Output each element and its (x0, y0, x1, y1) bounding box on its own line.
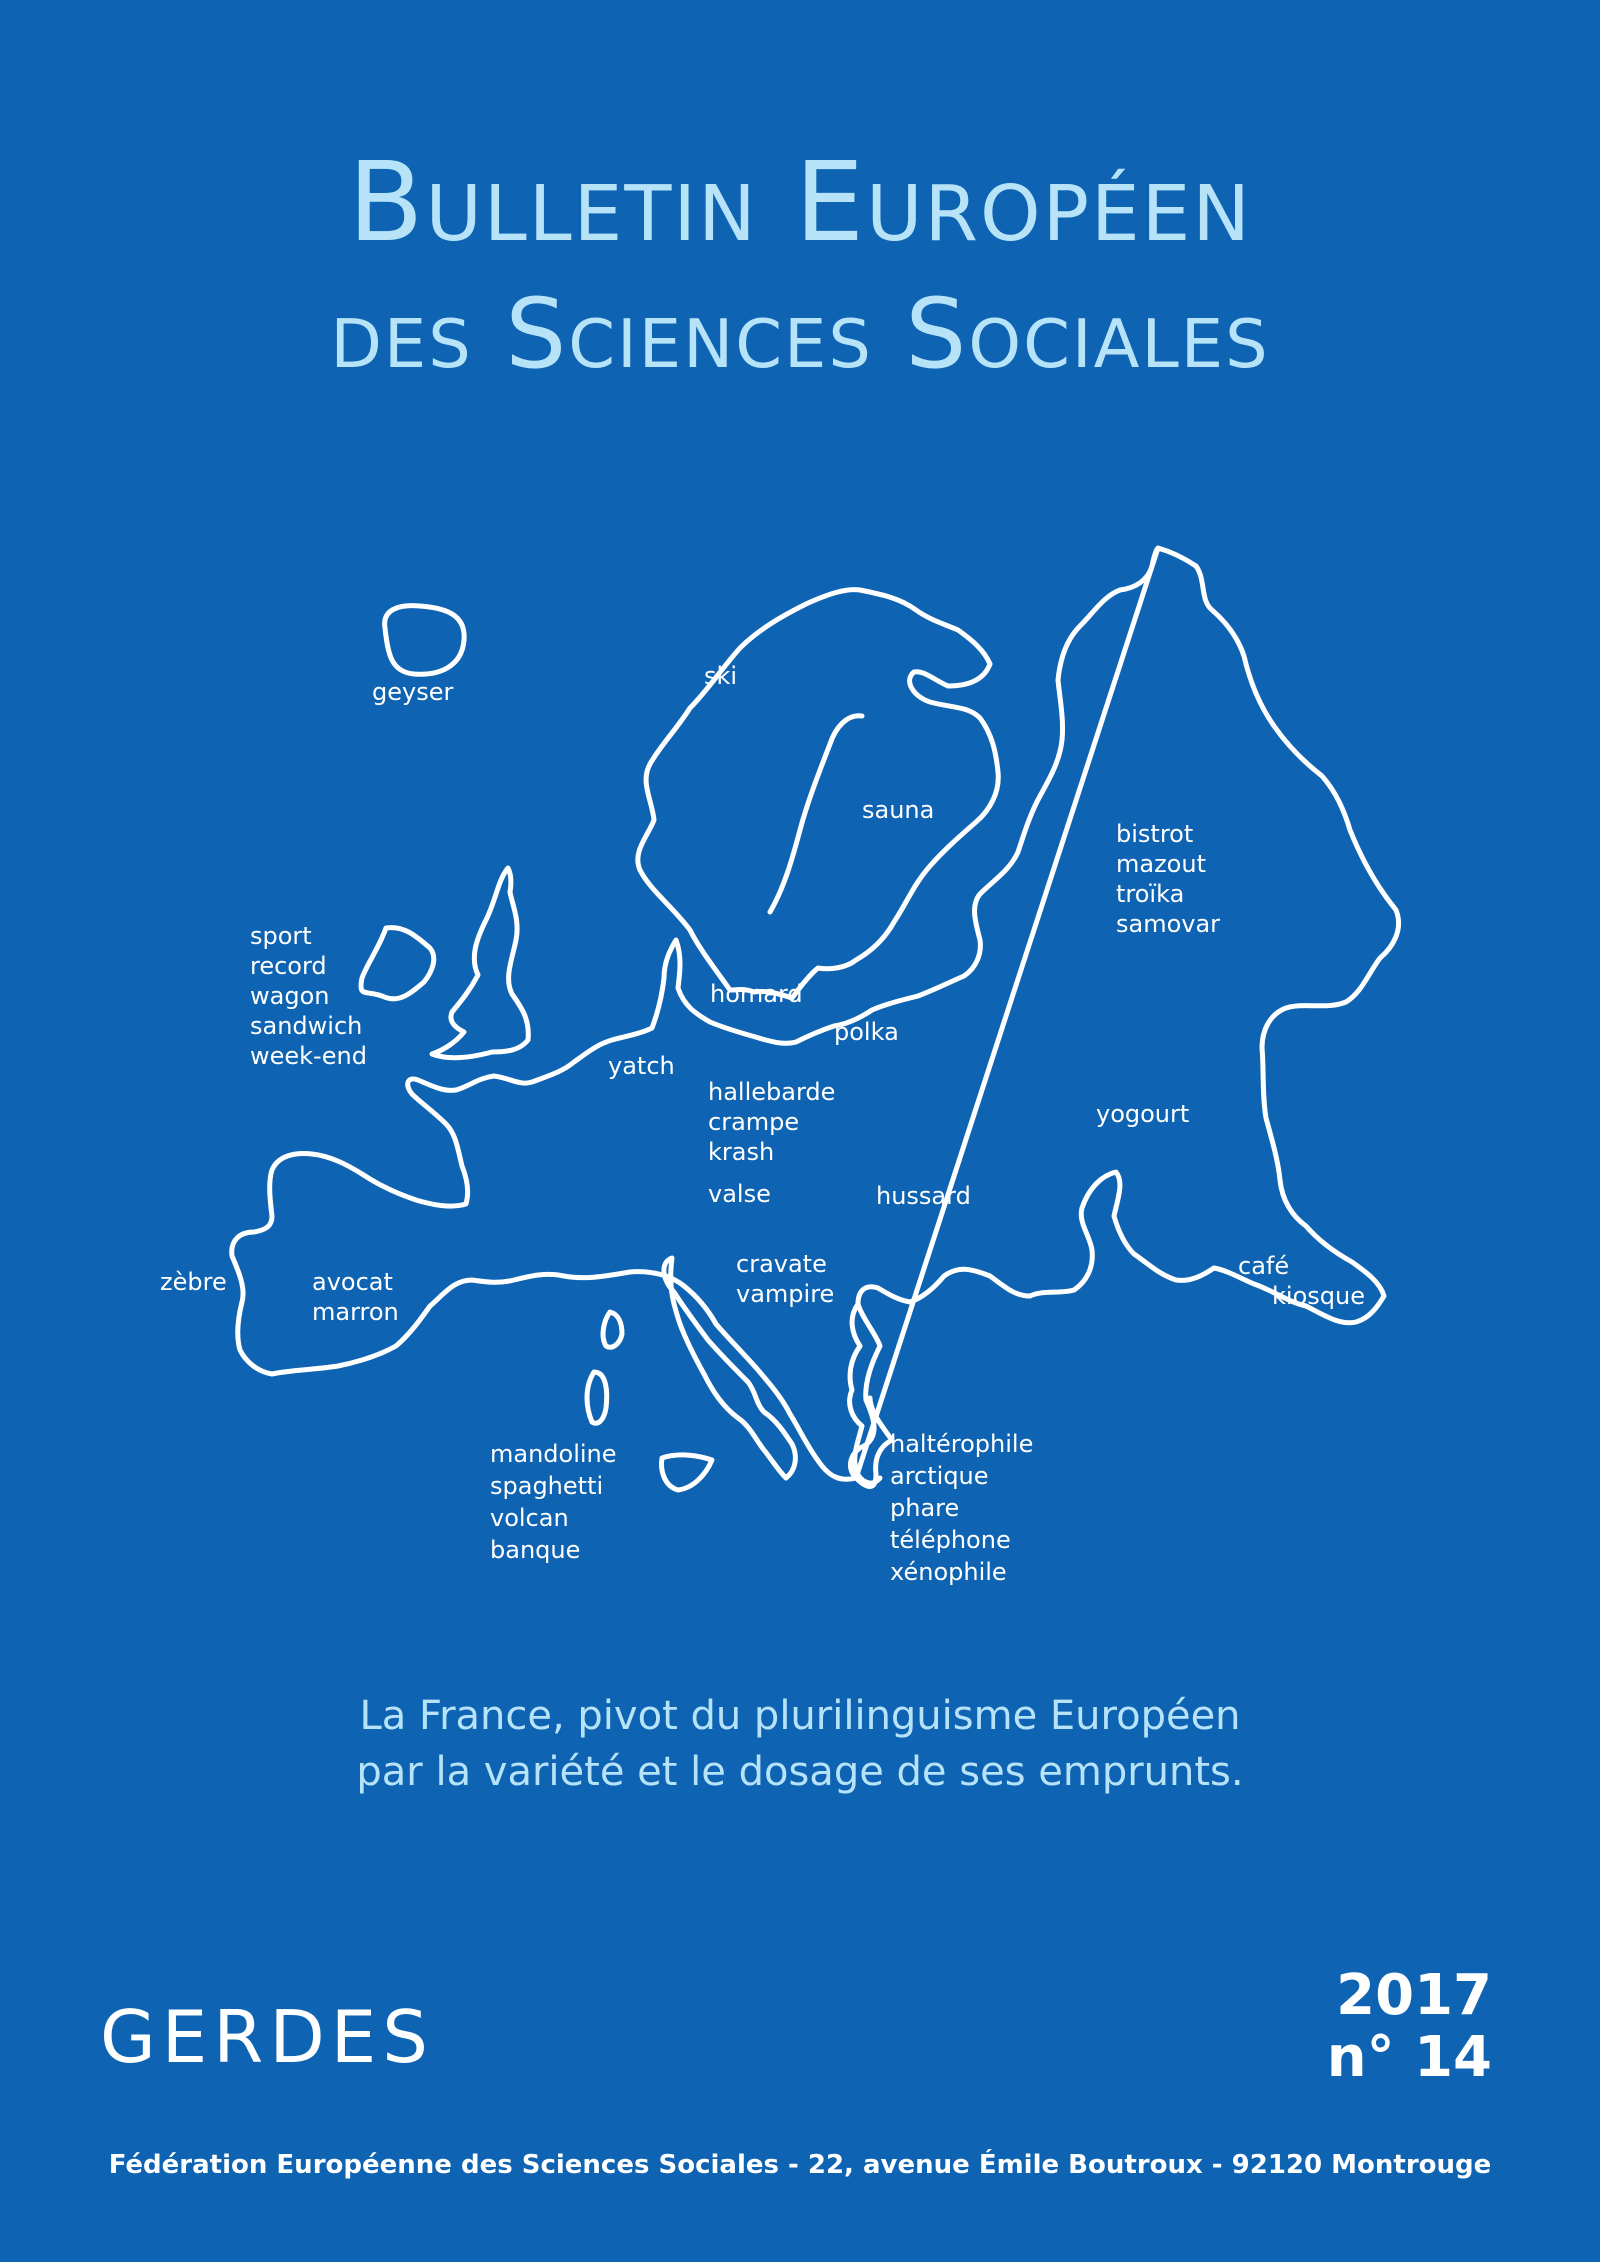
cover-subtitle (0, 1688, 1600, 1800)
label-swiss: hallebarde crampe krash (708, 1078, 836, 1166)
label-zebre: zèbre (160, 1268, 227, 1296)
bothnia-outline (770, 716, 862, 912)
label-turkey: café kiosque (1238, 1252, 1365, 1310)
label-homard: homard (710, 980, 803, 1008)
label-sauna: sauna (862, 796, 935, 824)
issue-year: 2017 (1336, 1963, 1492, 2028)
label-geyser: geyser (372, 678, 454, 706)
sardinia-outline (587, 1372, 607, 1423)
label-polka: polka (834, 1018, 899, 1046)
issue-number: n° 14 (1326, 2025, 1492, 2090)
label-iberia: avocat marron (312, 1268, 399, 1326)
label-valse: valse (708, 1180, 771, 1208)
corsica-outline (603, 1312, 622, 1347)
publisher-address: Fédération Européenne des Sciences Sociales - 22, avenue Émile Boutroux - 92120 Montrouge (108, 2150, 1492, 2180)
journal-title-line2: des Sciences Sociales (330, 278, 1270, 390)
ireland-outline (361, 928, 434, 999)
subtitle-line1: La France, pivot du plurilinguisme Européen (359, 1693, 1241, 1739)
label-britain: sport record wagon sandwich week-end (250, 922, 367, 1070)
scandinavia-outline (638, 590, 998, 998)
journal-title-line1: Bulletin Européen (348, 138, 1252, 266)
subtitle-line2: par la variété et le dosage de ses emprunts. (356, 1749, 1244, 1795)
label-ski: ski (704, 662, 738, 690)
label-yatch: yatch (608, 1052, 675, 1080)
gerdes-logo: GERDES (100, 1995, 434, 2079)
issue-info (1327, 1965, 1492, 2089)
iceland-outline (385, 606, 465, 675)
label-russia: bistrot mazout troïka samovar (1116, 820, 1221, 938)
britain-outline (432, 868, 528, 1058)
label-hussard: hussard (876, 1182, 971, 1210)
label-yogourt: yogourt (1096, 1100, 1190, 1128)
label-italy: mandoline spaghetti volcan banque (490, 1440, 617, 1564)
label-balkan: cravate vampire (736, 1250, 835, 1308)
sicily-outline (662, 1455, 712, 1490)
label-greece: haltérophile arctique phare téléphone xénophile (890, 1430, 1034, 1586)
